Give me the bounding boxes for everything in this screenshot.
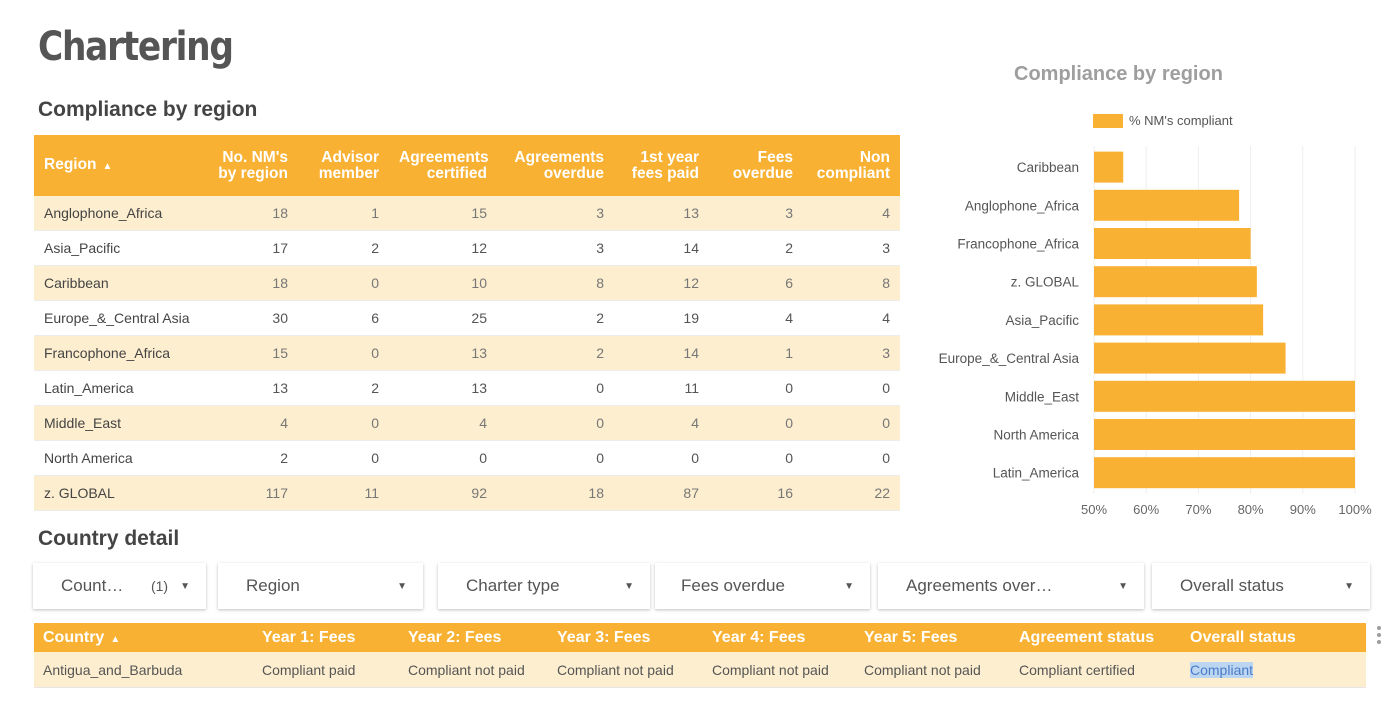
- country-detail-table: [34, 623, 1366, 688]
- cell-first-year-fees: 13: [614, 196, 709, 231]
- cell-fees-overdue: 4: [709, 301, 803, 336]
- column-header-country[interactable]: Country ▲: [34, 623, 253, 652]
- caret-down-icon: ▼: [397, 580, 407, 592]
- cell-nm-count: 13: [206, 371, 298, 406]
- column-header-year1[interactable]: Year 1: Fees: [253, 623, 399, 652]
- cell-fees-overdue: 16: [709, 476, 803, 511]
- cell-agreements-overdue: 8: [497, 266, 614, 301]
- cell-agreements-certified: 10: [389, 266, 497, 301]
- category-label: Middle_East: [1004, 389, 1079, 405]
- column-header-non-compliant[interactable]: Non compliant: [803, 135, 900, 196]
- cell-year1: Compliant paid: [253, 652, 399, 688]
- agreements-overdue-filter[interactable]: Agreements over… ▼: [878, 563, 1144, 609]
- cell-non-compliant: 8: [803, 266, 900, 301]
- cell-fees-overdue: 6: [709, 266, 803, 301]
- cell-first-year-fees: 14: [614, 336, 709, 371]
- cell-region: Caribbean: [34, 266, 206, 301]
- summary-header-row: [34, 135, 900, 196]
- cell-fees-overdue: 0: [709, 371, 803, 406]
- cell-agreements-overdue: 3: [497, 231, 614, 266]
- selected-text[interactable]: Compliant: [1190, 661, 1254, 678]
- cell-advisor: 0: [298, 336, 389, 371]
- column-header-agreements-certified[interactable]: Agreements certified: [389, 135, 497, 196]
- chart-bar: [1094, 266, 1257, 297]
- cell-agreements-overdue: 3: [497, 196, 614, 231]
- cell-region: Francophone_Africa: [34, 336, 206, 371]
- column-header-agreements-overdue[interactable]: Agreements overdue: [497, 135, 614, 196]
- cell-nm-count: 117: [206, 476, 298, 511]
- cell-nm-count: 4: [206, 406, 298, 441]
- cell-advisor: 0: [298, 266, 389, 301]
- charter-type-filter[interactable]: Charter type ▼: [438, 563, 650, 609]
- column-header-advisor[interactable]: Advisor member: [298, 135, 389, 196]
- x-tick-label: 80%: [1237, 501, 1264, 517]
- cell-region: z. GLOBAL: [34, 476, 206, 511]
- chart-bar: [1094, 343, 1286, 374]
- x-tick-label: 90%: [1289, 501, 1316, 517]
- cell-agreements-overdue: 0: [497, 406, 614, 441]
- cell-agreements-certified: 0: [389, 441, 497, 476]
- cell-fees-overdue: 2: [709, 231, 803, 266]
- category-label: Latin_America: [992, 465, 1079, 481]
- cell-nm-count: 18: [206, 196, 298, 231]
- table-row[interactable]: [34, 301, 900, 336]
- cell-agreements-overdue: 2: [497, 301, 614, 336]
- table-row[interactable]: [34, 441, 900, 476]
- cell-region: Europe_&_Central Asia: [34, 301, 206, 336]
- cell-nm-count: 18: [206, 266, 298, 301]
- cell-agreements-certified: 4: [389, 406, 497, 441]
- column-header-overall-status[interactable]: Overall status: [1181, 623, 1366, 652]
- table-row[interactable]: [34, 336, 900, 371]
- category-label: Anglophone_Africa: [964, 198, 1079, 214]
- column-header-year2[interactable]: Year 2: Fees: [399, 623, 548, 652]
- column-header-fees-overdue[interactable]: Fees overdue: [709, 135, 803, 196]
- caret-down-icon: ▼: [844, 580, 854, 592]
- cell-agreements-certified: 15: [389, 196, 497, 231]
- detail-title: Country detail: [38, 527, 180, 550]
- cell-agreements-certified: 92: [389, 476, 497, 511]
- cell-fees-overdue: 3: [709, 196, 803, 231]
- cell-agreements-certified: 13: [389, 371, 497, 406]
- more-options-icon[interactable]: [1374, 626, 1384, 644]
- cell-advisor: 2: [298, 231, 389, 266]
- cell-nm-count: 30: [206, 301, 298, 336]
- fees-overdue-filter[interactable]: Fees overdue ▼: [655, 563, 870, 609]
- page-title: Chartering: [38, 24, 233, 70]
- chart-title: Compliance by region: [1014, 63, 1223, 85]
- cell-country: Antigua_and_Barbuda: [34, 652, 253, 688]
- summary-table-body: [34, 196, 900, 511]
- region-filter[interactable]: Region ▼: [218, 563, 423, 609]
- cell-non-compliant: 3: [803, 231, 900, 266]
- cell-advisor: 11: [298, 476, 389, 511]
- cell-year4: Compliant not paid: [703, 652, 855, 688]
- sort-ascending-icon: ▲: [110, 633, 121, 645]
- table-row[interactable]: [34, 406, 900, 441]
- cell-first-year-fees: 12: [614, 266, 709, 301]
- detail-header-row: [34, 623, 1366, 652]
- chart-bar: [1094, 304, 1263, 335]
- cell-region: North America: [34, 441, 206, 476]
- table-row[interactable]: [34, 371, 900, 406]
- cell-advisor: 0: [298, 406, 389, 441]
- cell-region: Latin_America: [34, 371, 206, 406]
- x-tick-label: 50%: [1080, 501, 1108, 517]
- cell-first-year-fees: 11: [614, 371, 709, 406]
- cell-non-compliant: 4: [803, 196, 900, 231]
- x-tick-label: 100%: [1338, 501, 1372, 517]
- country-filter[interactable]: Count… (1) ▼: [33, 563, 206, 609]
- cell-year5: Compliant not paid: [855, 652, 1010, 688]
- caret-down-icon: ▼: [1118, 580, 1128, 592]
- table-row[interactable]: [34, 652, 1366, 688]
- cell-first-year-fees: 87: [614, 476, 709, 511]
- caret-down-icon: ▼: [180, 580, 190, 592]
- table-row[interactable]: [34, 231, 900, 266]
- category-label: North America: [993, 427, 1079, 443]
- cell-agreements-overdue: 0: [497, 371, 614, 406]
- cell-advisor: 6: [298, 301, 389, 336]
- x-tick-label: 60%: [1133, 501, 1160, 517]
- cell-non-compliant: 0: [803, 406, 900, 441]
- cell-overall-status: [1181, 652, 1366, 688]
- column-header-year4[interactable]: Year 4: Fees: [703, 623, 855, 652]
- column-header-agreement-status[interactable]: Agreement status: [1010, 623, 1181, 652]
- column-header-nm-count[interactable]: No. NM's by region: [206, 135, 298, 196]
- cell-region: Middle_East: [34, 406, 206, 441]
- cell-fees-overdue: 0: [709, 406, 803, 441]
- cell-non-compliant: 0: [803, 371, 900, 406]
- chart-bar: [1094, 190, 1239, 221]
- chart-bar: [1094, 381, 1355, 412]
- cell-advisor: 1: [298, 196, 389, 231]
- category-label: Caribbean: [1016, 160, 1079, 176]
- legend-label: % NM's compliant: [1129, 113, 1233, 128]
- summary-title: Compliance by region: [38, 98, 258, 121]
- table-row[interactable]: [34, 476, 900, 511]
- table-row[interactable]: [34, 196, 900, 231]
- cell-non-compliant: 22: [803, 476, 900, 511]
- column-header-first-year-fees[interactable]: 1st year fees paid: [614, 135, 709, 196]
- chart-bar: [1094, 152, 1123, 183]
- cell-agreements-certified: 12: [389, 231, 497, 266]
- legend-swatch: [1093, 114, 1123, 128]
- cell-fees-overdue: 1: [709, 336, 803, 371]
- cell-agreements-overdue: 0: [497, 441, 614, 476]
- cell-agreements-overdue: 18: [497, 476, 614, 511]
- cell-nm-count: 17: [206, 231, 298, 266]
- cell-nm-count: 15: [206, 336, 298, 371]
- cell-agreements-certified: 13: [389, 336, 497, 371]
- chart-legend: [1093, 113, 1233, 128]
- cell-non-compliant: 3: [803, 336, 900, 371]
- cell-agreements-certified: 25: [389, 301, 497, 336]
- chart-bar: [1094, 228, 1251, 259]
- category-label: z. GLOBAL: [1010, 274, 1079, 290]
- cell-non-compliant: 0: [803, 441, 900, 476]
- chart-bar: [1094, 457, 1355, 488]
- cell-nm-count: 2: [206, 441, 298, 476]
- chart-bar: [1094, 419, 1355, 450]
- column-header-year3[interactable]: Year 3: Fees: [548, 623, 703, 652]
- overall-status-filter[interactable]: Overall status ▼: [1152, 563, 1370, 609]
- category-label: Francophone_Africa: [957, 236, 1079, 252]
- cell-year2: Compliant not paid: [399, 652, 548, 688]
- cell-year3: Compliant not paid: [548, 652, 703, 688]
- sort-ascending-icon: ▲: [102, 160, 113, 172]
- compliance-summary-table: [34, 135, 900, 511]
- cell-first-year-fees: 4: [614, 406, 709, 441]
- table-row[interactable]: [34, 266, 900, 301]
- cell-first-year-fees: 19: [614, 301, 709, 336]
- cell-fees-overdue: 0: [709, 441, 803, 476]
- cell-first-year-fees: 0: [614, 441, 709, 476]
- category-label: Europe_&_Central Asia: [938, 351, 1079, 367]
- cell-first-year-fees: 14: [614, 231, 709, 266]
- column-header-year5[interactable]: Year 5: Fees: [855, 623, 1010, 652]
- caret-down-icon: ▼: [1344, 580, 1354, 592]
- cell-non-compliant: 4: [803, 301, 900, 336]
- cell-advisor: 2: [298, 371, 389, 406]
- cell-region: Anglophone_Africa: [34, 196, 206, 231]
- x-tick-label: 70%: [1185, 501, 1212, 517]
- cell-agreements-overdue: 2: [497, 336, 614, 371]
- cell-agreement-status: Compliant certified: [1010, 652, 1181, 688]
- column-header-region[interactable]: Region ▲: [34, 135, 206, 196]
- category-label: Asia_Pacific: [1005, 312, 1079, 328]
- filter-count-badge: (1): [150, 578, 169, 594]
- cell-advisor: 0: [298, 441, 389, 476]
- caret-down-icon: ▼: [624, 580, 634, 592]
- cell-region: Asia_Pacific: [34, 231, 206, 266]
